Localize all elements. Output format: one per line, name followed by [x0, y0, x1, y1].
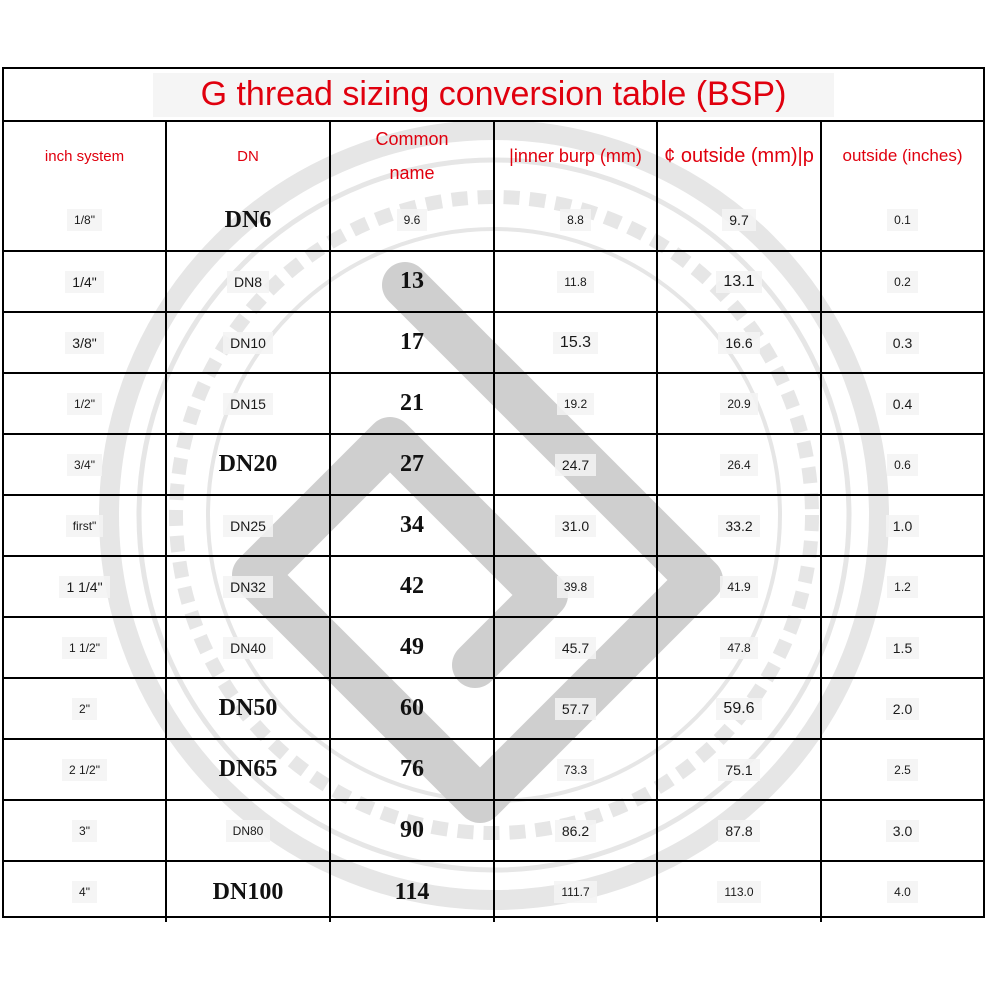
inner-diameter-cell: 57.7: [555, 698, 596, 720]
dn-cell: DN40: [223, 637, 273, 659]
inch-system-cell: 1 1/2": [62, 637, 107, 659]
outside-inches-cell: 3.0: [886, 820, 919, 842]
table-row: [4, 617, 983, 678]
table-row: [4, 495, 983, 556]
outside-mm-cell: 13.1: [716, 271, 761, 293]
outside-mm-cell: 59.6: [716, 698, 761, 720]
table-row: [4, 739, 983, 800]
common-name-cell: 9.6: [397, 209, 428, 231]
inch-system-cell: 4": [72, 881, 97, 903]
col-header-outside-mm: ¢ outside (mm)|p: [657, 122, 821, 190]
inch-system-cell: 1/4": [65, 271, 103, 293]
dn-cell: DN65: [218, 756, 278, 782]
inner-diameter-cell: 31.0: [555, 515, 596, 537]
conversion-table-sheet: [2, 67, 985, 918]
inch-system-cell: 3": [72, 820, 97, 842]
outside-inches-cell: 1.0: [886, 515, 919, 537]
col-header-inner-burp: |inner burp (mm): [494, 122, 657, 190]
outside-inches-cell: 1.2: [887, 576, 918, 598]
inch-system-cell: 3/8": [65, 332, 103, 354]
common-name-cell: 13: [400, 268, 424, 294]
common-name-cell: 90: [400, 817, 424, 843]
outside-inches-cell: 4.0: [887, 881, 918, 903]
inner-diameter-cell: 11.8: [557, 271, 593, 293]
inner-diameter-cell: 39.8: [557, 576, 594, 598]
inch-system-cell: 1/2": [67, 393, 102, 415]
inner-diameter-cell: 73.3: [557, 759, 594, 781]
inch-system-cell: 3/4": [67, 454, 102, 476]
dn-cell: DN32: [223, 576, 273, 598]
outside-inches-cell: 0.1: [887, 209, 918, 231]
dn-cell: DN25: [223, 515, 273, 537]
inner-diameter-cell: 15.3: [553, 332, 598, 354]
common-name-cell: 27: [400, 451, 424, 477]
dn-cell: DN50: [218, 695, 278, 721]
outside-inches-cell: 2.5: [887, 759, 918, 781]
table-row: [4, 678, 983, 739]
outside-mm-cell: 33.2: [718, 515, 759, 537]
inner-diameter-cell: 8.8: [560, 209, 591, 231]
table-row: [4, 312, 983, 373]
header-row: [4, 122, 983, 190]
common-name-cell: 42: [400, 573, 424, 599]
col-header-outside-inches: outside (inches): [821, 122, 983, 190]
outside-inches-cell: 2.0: [886, 698, 919, 720]
common-name-cell: 49: [400, 634, 424, 660]
dn-cell: DN8: [227, 271, 269, 293]
outside-mm-cell: 47.8: [720, 637, 757, 659]
inch-system-cell: 2 1/2": [62, 759, 107, 781]
inner-diameter-cell: 19.2: [557, 393, 594, 415]
col-header-dn: DN: [166, 122, 330, 190]
conversion-table: [4, 122, 983, 922]
inch-system-cell: 1 1/4": [59, 576, 109, 598]
dn-cell: DN80: [226, 820, 271, 842]
dn-cell: DN10: [223, 332, 273, 354]
common-name-cell: 17: [400, 329, 424, 355]
outside-mm-cell: 41.9: [720, 576, 757, 598]
table-title: G thread sizing conversion table (BSP): [153, 73, 835, 117]
outside-mm-cell: 113.0: [717, 881, 760, 903]
outside-mm-cell: 75.1: [718, 759, 759, 781]
inch-system-cell: first": [66, 515, 104, 537]
col-header-common-name: [330, 122, 494, 190]
common-name-cell: 34: [400, 512, 424, 538]
table-row: [4, 190, 983, 251]
common-name-header-label: Common name: [375, 129, 449, 183]
table-row: [4, 251, 983, 312]
inner-diameter-cell: 45.7: [555, 637, 596, 659]
inner-diameter-cell: 24.7: [555, 454, 596, 476]
title-row: [4, 69, 983, 122]
table-row: [4, 434, 983, 495]
dn-cell: DN15: [223, 393, 273, 415]
outside-mm-cell: 26.4: [720, 454, 757, 476]
outside-inches-cell: 0.3: [886, 332, 919, 354]
common-name-cell: 114: [394, 878, 430, 905]
table-row: [4, 556, 983, 617]
inch-system-cell: 2": [72, 698, 97, 720]
outside-inches-cell: 0.6: [887, 454, 918, 476]
outside-inches-cell: 0.4: [886, 393, 919, 415]
common-name-cell: 76: [400, 756, 424, 782]
outside-inches-cell: 0.2: [887, 271, 918, 293]
table-row: [4, 373, 983, 434]
inch-system-cell: 1/8": [67, 209, 102, 231]
outside-mm-cell: 16.6: [718, 332, 759, 354]
dn-cell: DN100: [212, 878, 284, 905]
outside-mm-cell: 87.8: [718, 820, 759, 842]
table-row: [4, 800, 983, 861]
common-name-cell: 60: [400, 695, 424, 721]
outside-mm-cell: 20.9: [720, 393, 757, 415]
col-header-inch-system: inch system: [4, 122, 166, 190]
outside-mm-cell: 9.7: [722, 209, 755, 231]
dn-cell: DN6: [224, 206, 272, 233]
common-name-cell: 21: [400, 390, 424, 416]
outside-inches-cell: 1.5: [886, 637, 919, 659]
dn-cell: DN20: [218, 451, 278, 477]
inner-diameter-cell: 86.2: [555, 820, 596, 842]
table-row: [4, 861, 983, 922]
inner-diameter-cell: 111.7: [554, 881, 596, 903]
